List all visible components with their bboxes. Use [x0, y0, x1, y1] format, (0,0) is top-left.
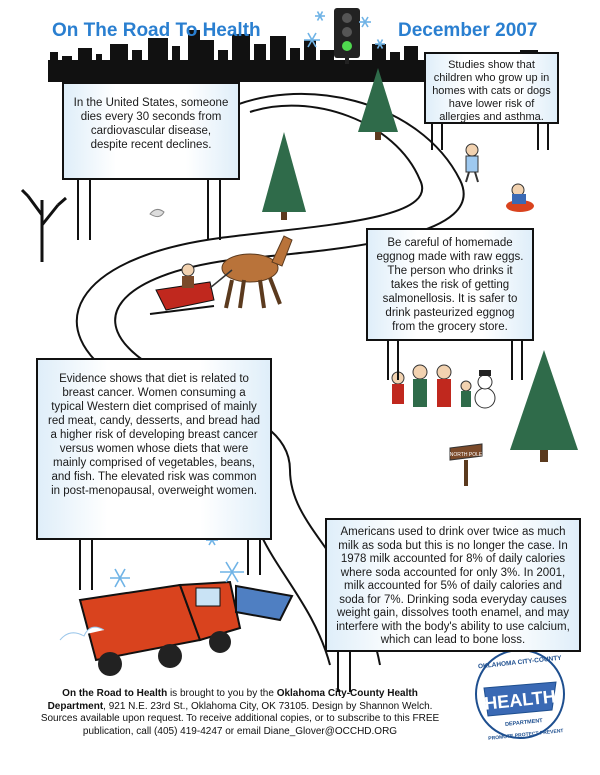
- publication-credits: [40, 688, 440, 738]
- logo-arc-text: OKLAHOMA CITY-COUNTY: [477, 654, 562, 671]
- north-pole-sign-text: NORTH POLE: [449, 452, 483, 458]
- eggnog-fact-box: [366, 228, 534, 341]
- pine-tree: [262, 132, 306, 220]
- diet-fact-box: [36, 358, 272, 540]
- child-skating: [466, 144, 478, 182]
- snowflake-icon: [110, 535, 244, 587]
- credits-details: , 921 N.E. 23rd St., Oklahoma City, OK 73105. Design by Shannon Welch. Sources available upon request. To receive additional copies, or to subscribe to this FREE publication, call (405) 419-4247 or email Diane_Glover@OCCHD.ORG: [40, 700, 440, 737]
- credits-intro: is brought to you by the: [167, 688, 277, 699]
- pets-fact-text: Studies show that children who grow up in homes with cats or dogs have lower risk of allergies and asthma.: [432, 59, 551, 123]
- milk-fact-text: Americans used to drink over twice as much milk as soda but this is no longer the case. In 1978 milk accounted for 8% of daily calories where soda accounted for only 3%. In 2001, milk accounted for 5% of daily calories and soda for 7%. Drinking soda everyday causes weight gain, dissolves tooth enamel, and may interfere with the body's ability to use calcium, which can lead to bone loss.: [336, 526, 570, 646]
- issue-date: December 2007: [398, 20, 538, 41]
- logo-motto-text: PROMOTE PROTECT PREVENT: [488, 728, 564, 742]
- newsletter-title: On The Road To Health: [52, 20, 261, 41]
- pine-tree: [510, 350, 578, 462]
- logo-sub-text: DEPARTMENT: [504, 718, 544, 728]
- milk-fact-box: [325, 518, 581, 652]
- eggnog-fact-text: Be careful of homemade eggnog made with raw eggs. The person who drinks it takes the risk of getting salmonellosis. It is safer to drink pasteurized eggnog from the grocery store.: [376, 237, 524, 333]
- north-pole-sign: [450, 444, 483, 486]
- family-snowman: [392, 365, 495, 408]
- bare-tree: [22, 190, 66, 262]
- snow-plow-truck: [60, 582, 292, 676]
- credits-title: On the Road to Health: [62, 688, 168, 699]
- dove-icon: [150, 209, 164, 216]
- health-department-logo: [476, 650, 564, 742]
- cardio-fact-box: [62, 82, 240, 180]
- cardio-fact-text: In the United States, someone dies every 30 seconds from cardiovascular disease, despite recent declines.: [73, 97, 229, 151]
- child-sledding: [506, 184, 534, 212]
- diet-fact-text: Evidence shows that diet is related to breast cancer. Women consuming a typical Western diet comprised of mainly red meat, candy, desserts, and bread had a higher risk of developing breast cancer versus women whose diets that were mainly comprised of vegetables, beans, and fish. The elevated risk was common in post-menopausal, overweight women.: [47, 373, 261, 497]
- pets-fact-box: [424, 52, 559, 124]
- traffic-light-icon: [334, 8, 360, 64]
- logo-main-text: HEALTH: [483, 686, 557, 714]
- credits-organization: Oklahoma City-County Health Department: [47, 688, 418, 712]
